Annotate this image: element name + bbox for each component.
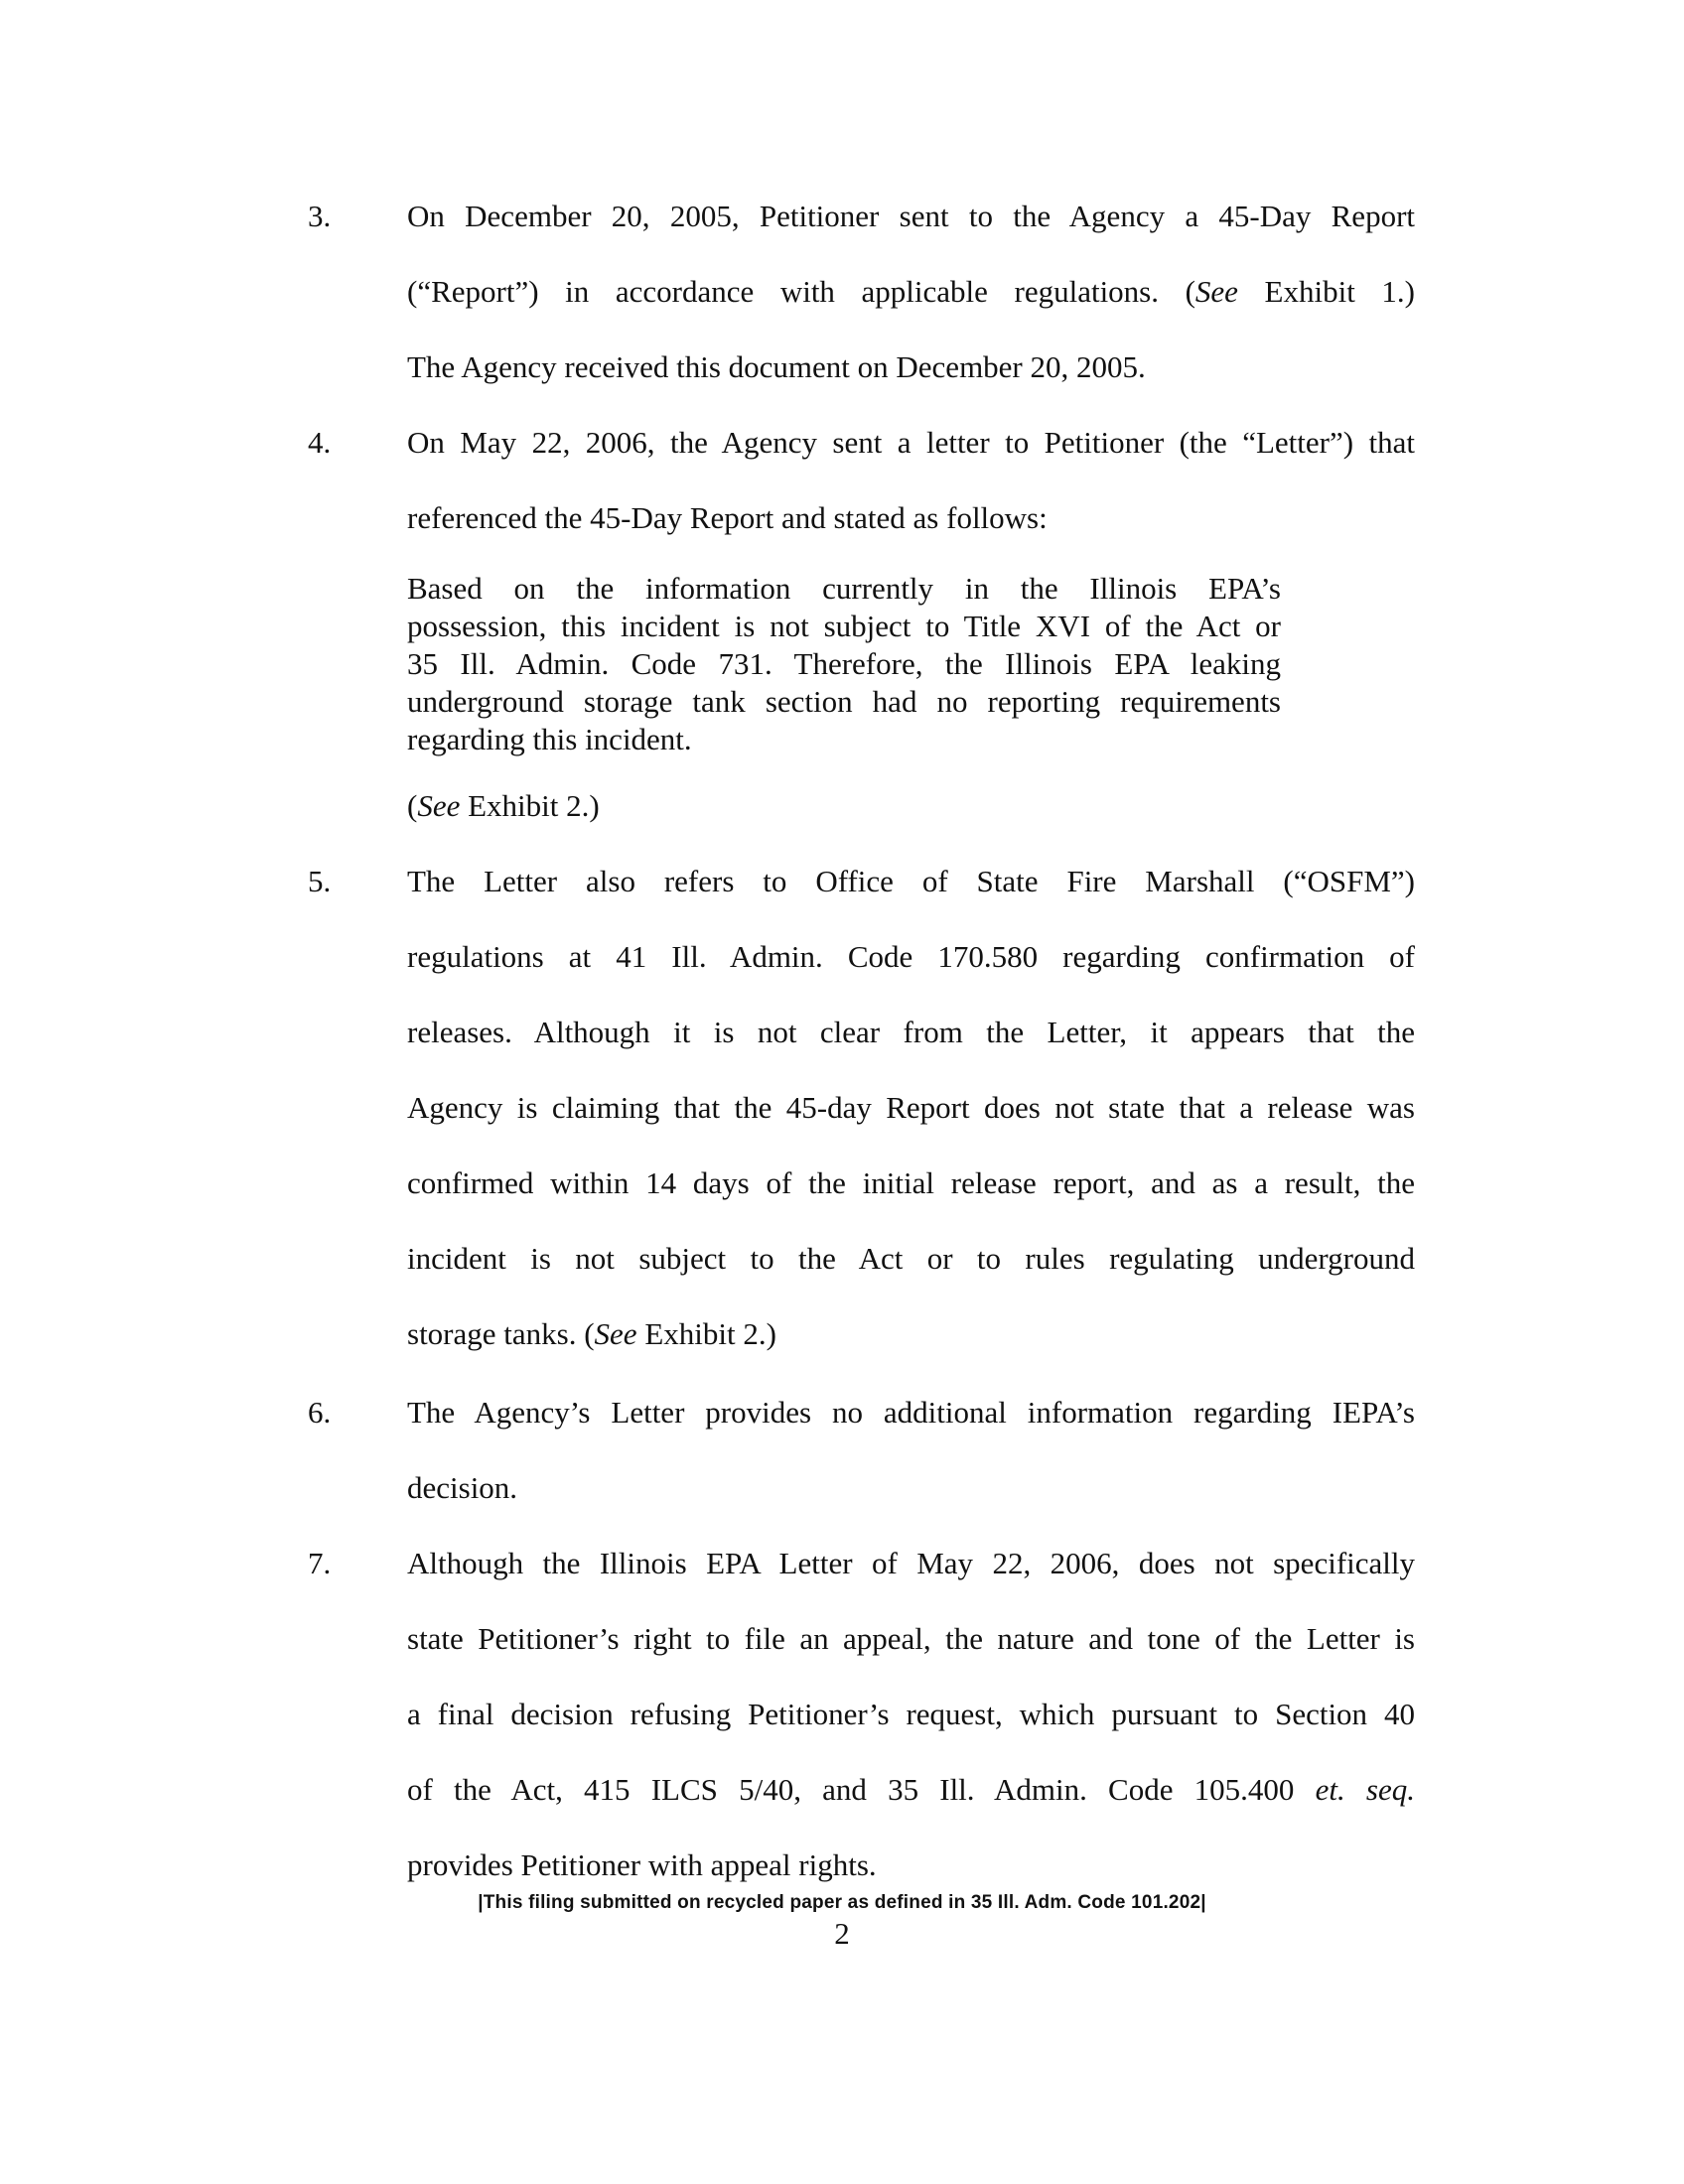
paragraph-line: releases. Although it is not clear from the Letter, it appears that the — [407, 1015, 1415, 1049]
paragraph-line: regulations at 41 Ill. Admin. Code 170.580 regarding confirmation of — [407, 939, 1415, 974]
page-number: 2 — [834, 1916, 850, 1951]
paragraph-line: provides Petitioner with appeal rights. — [407, 1847, 877, 1882]
et-seq-italic: et. seq. — [1315, 1772, 1415, 1807]
see-italic: See — [594, 1316, 637, 1351]
paragraph-line: confirmed within 14 days of the initial release report, and as a result, the — [407, 1165, 1415, 1200]
paragraph-body — [407, 1526, 1415, 1903]
paragraph-line: referenced the 45-Day Report and stated as follows: — [407, 500, 1048, 535]
line-text: (“Report”) in accordance with applicable regulations. ( — [407, 274, 1195, 309]
recycled-paper-note: |This filing submitted on recycled paper as defined in 35 Ill. Adm. Code 101.202| — [478, 1892, 1206, 1913]
paragraph-body — [407, 844, 1415, 1372]
paragraph-line: Agency is claiming that the 45-day Report does not state that a release was — [407, 1090, 1415, 1125]
paragraph-line — [407, 254, 1415, 330]
paragraph-number: 7. — [308, 1546, 332, 1580]
paragraph-number: 3. — [308, 199, 332, 233]
quote-line: Based on the information currently in the Illinois EPA’s — [407, 571, 1281, 606]
paragraph-line — [407, 1752, 1415, 1828]
see-italic: See — [1194, 274, 1238, 309]
paragraph-line: decision. — [407, 1470, 518, 1505]
quote-line: 35 Ill. Admin. Code 731. Therefore, the Illinois EPA leaking — [407, 646, 1281, 681]
paragraph-line: incident is not subject to the Act or to rules regulating underground — [407, 1241, 1415, 1276]
paragraph-line: On December 20, 2005, Petitioner sent to the Agency a 45-Day Report — [407, 199, 1415, 233]
line-text: Exhibit 1.) — [1237, 274, 1415, 309]
paragraph-body — [407, 179, 1415, 405]
paragraph-number: 6. — [308, 1395, 332, 1430]
paragraph-line: Although the Illinois EPA Letter of May 22, 2006, does not specifically — [407, 1546, 1415, 1580]
paragraph-line: The Letter also refers to Office of State Fire Marshall (“OSFM”) — [407, 864, 1415, 898]
line-text: Exhibit 2.) — [460, 788, 600, 823]
paragraph-number: 5. — [308, 864, 332, 898]
paragraph-line — [407, 1297, 1415, 1372]
quote-line: regarding this incident. — [407, 722, 692, 756]
paragraph-line: state Petitioner’s right to file an appeal, the nature and tone of the Letter is — [407, 1621, 1415, 1656]
paragraph-line: The Agency received this document on December 20, 2005. — [407, 349, 1146, 384]
quote-line: possession, this incident is not subject to Title XVI of the Act or — [407, 609, 1281, 643]
line-text: of the Act, 415 ILCS 5/40, and 35 Ill. Admin. Code 105.400 — [407, 1772, 1316, 1807]
quote-line: underground storage tank section had no reporting requirements — [407, 684, 1281, 719]
line-text: Exhibit 2.) — [636, 1316, 776, 1351]
exhibit-reference: (See Exhibit 2.) — [407, 788, 600, 823]
paragraph-body — [407, 405, 1415, 556]
paragraph-body — [407, 1375, 1415, 1526]
paragraph-number: 4. — [308, 425, 332, 460]
paragraph-line: On May 22, 2006, the Agency sent a letter to Petitioner (the “Letter”) that — [407, 425, 1415, 460]
see-italic: See — [417, 788, 461, 823]
paragraph-line: a final decision refusing Petitioner’s request, which pursuant to Section 40 — [407, 1697, 1415, 1731]
block-quote — [407, 570, 1281, 758]
line-text: storage tanks. ( — [407, 1316, 595, 1351]
paragraph-line: The Agency’s Letter provides no additional information regarding IEPA’s — [407, 1395, 1415, 1430]
